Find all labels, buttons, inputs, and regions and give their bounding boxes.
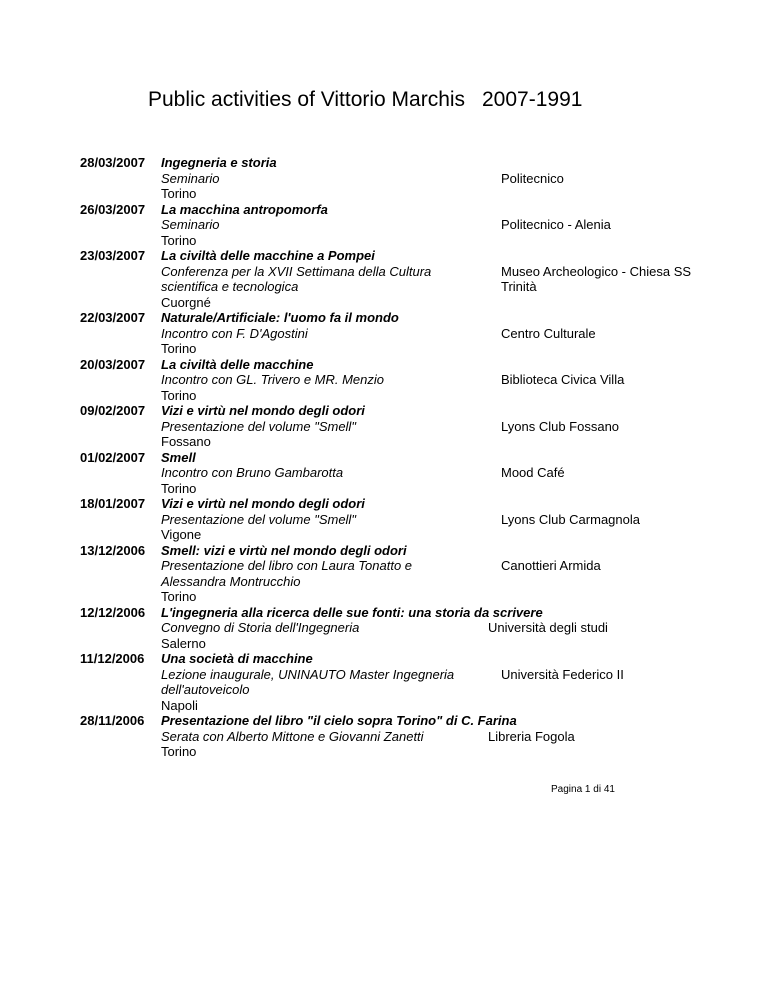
activity-title: Presentazione del libro "il cielo sopra Torino" di C. Farina: [161, 713, 517, 728]
activity-venue: Università Federico II: [501, 666, 624, 682]
activity-venue: Mood Café: [501, 465, 565, 480]
activity-description: Conferenza per la XVII Settimana della Cultura scientifica e tecnologica: [161, 263, 432, 294]
activity-title: L'ingegneria alla ricerca delle sue fonti: una storia da scrivere: [161, 604, 543, 620]
activity-date: 28/11/2006: [80, 713, 145, 728]
activity-venue: Canottieri Armida: [501, 558, 601, 573]
activity-date: 09/02/2007: [80, 403, 146, 418]
activity-date: 11/12/2006: [80, 651, 145, 666]
activity-city: Torino: [161, 341, 197, 356]
activity-title: Naturale/Artificiale: l'uomo fa il mondo: [161, 310, 399, 325]
activity-date: 12/12/2006: [80, 604, 146, 620]
activity-entry: [0, 651, 768, 713]
activity-description: Presentazione del volume "Smell": [161, 511, 356, 527]
activity-title: Smell: [161, 449, 196, 465]
activity-entry: [0, 357, 768, 404]
page-number: Pagina 1 di 41: [551, 784, 615, 795]
activity-venue: Lyons Club Fossano: [501, 418, 620, 434]
activity-entry: [0, 496, 768, 543]
activity-date: 01/02/2007: [80, 449, 146, 465]
document-title: Public activities of Vittorio Marchis: [148, 88, 466, 111]
activity-venue: Biblioteca Civica Villa: [501, 372, 625, 387]
activity-venue: Museo Archeologico - Chiesa SS Trinità: [501, 263, 692, 294]
activity-date: 20/03/2007: [80, 356, 146, 372]
activity-description: Convegno di Storia dell'Ingegneria: [161, 620, 360, 635]
activity-list: [0, 155, 768, 760]
activity-city: Salerno: [161, 635, 206, 651]
activity-venue: Università degli studi: [488, 620, 608, 635]
activity-description: Incontro con Bruno Gambarotta: [161, 465, 344, 480]
activity-date: 28/03/2007: [80, 155, 146, 170]
activity-description: Seminario: [161, 170, 220, 186]
activity-venue: Libreria Fogola: [488, 728, 575, 744]
activity-date: 23/03/2007: [80, 248, 146, 263]
activity-entry: [0, 450, 768, 497]
activity-description: Serata con Alberto Mittone e Giovanni Zanetti: [161, 728, 424, 744]
activity-venue: Politecnico: [501, 170, 564, 186]
activity-date: 18/01/2007: [80, 496, 146, 511]
activity-description: Presentazione del libro con Laura Tonatto e Alessandra Montrucchio: [161, 558, 413, 589]
activity-title: Smell: vizi e virtù nel mondo degli odori: [161, 542, 407, 558]
activity-entry: [0, 713, 768, 760]
activity-description: Seminario: [161, 217, 220, 232]
document-years: 2007-1991: [482, 88, 583, 111]
activity-description: Incontro con F. D'Agostini: [161, 325, 308, 341]
activity-title: Vizi e virtù nel mondo degli odori: [161, 496, 365, 511]
activity-city: Torino: [161, 232, 197, 248]
activity-description: Presentazione del volume "Smell": [161, 418, 356, 434]
activity-entry: [0, 202, 768, 249]
activity-entry: [0, 605, 768, 652]
activity-venue: Centro Culturale: [501, 325, 596, 341]
activity-title: Ingegneria e storia: [161, 155, 277, 170]
activity-city: Fossano: [161, 434, 211, 449]
activity-date: 22/03/2007: [80, 310, 146, 325]
activity-city: Torino: [161, 186, 197, 201]
activity-city: Vigone: [161, 527, 202, 542]
activity-title: La macchina antropomorfa: [161, 201, 328, 217]
activity-city: Torino: [161, 387, 197, 403]
activity-title: La civiltà delle macchine a Pompei: [161, 248, 375, 263]
activity-city: Napoli: [161, 697, 198, 713]
activity-description: Incontro con GL. Trivero e MR. Menzio: [161, 372, 385, 387]
activity-entry: [0, 155, 768, 202]
activity-description: Lezione inaugurale, UNINAUTO Master Ingegneria dell'autoveicolo: [161, 666, 455, 697]
activity-venue: Lyons Club Carmagnola: [501, 511, 640, 527]
activity-date: 26/03/2007: [80, 201, 146, 217]
activity-venue: Politecnico - Alenia: [501, 217, 611, 232]
activity-entry: [0, 543, 768, 605]
activity-entry: [0, 403, 768, 450]
activity-title: Una società di macchine: [161, 651, 313, 666]
activity-city: Torino: [161, 589, 197, 604]
activity-date: 13/12/2006: [80, 542, 146, 558]
activity-entry: [0, 248, 768, 310]
activity-city: Torino: [161, 744, 197, 759]
activity-title: La civiltà delle macchine: [161, 356, 314, 372]
activity-entry: [0, 310, 768, 357]
activity-city: Cuorgné: [161, 294, 211, 310]
activity-title: Vizi e virtù nel mondo degli odori: [161, 403, 365, 418]
activity-city: Torino: [161, 480, 197, 496]
